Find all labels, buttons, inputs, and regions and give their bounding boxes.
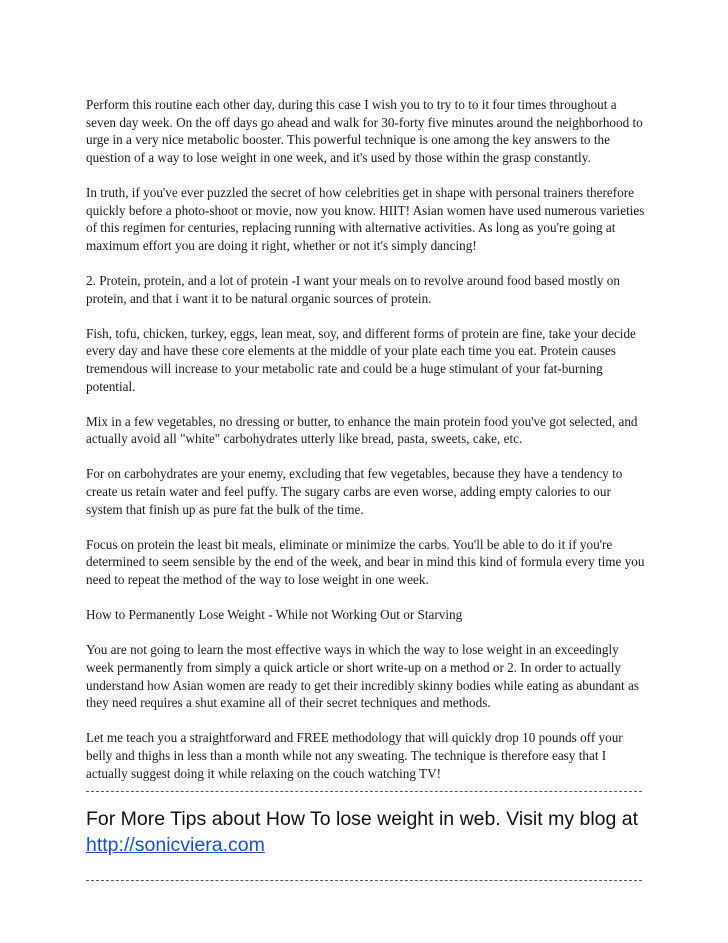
promo-block xyxy=(86,806,666,858)
paragraph-vegetables: Mix in a few vegetables, no dressing or butter, to enhance the main protein food you've got selected, and actually avoid all "white" carbohydrates utterly like bread, pasta, sweets, cake, etc. xyxy=(86,413,638,447)
paragraph-carbohydrates: For on carbohydrates are your enemy, excluding that few vegetables, because they have a tendency to create us retain water and feel puffy. The sugary carbs are even worse, adding empty calories to our system that finish up as pure fat the bulk of the time. xyxy=(86,466,623,517)
dashed-divider-bottom xyxy=(86,880,642,882)
paragraph-celebrities: In truth, if you've ever puzzled the secret of how celebrities get in shape with personal trainers therefore quickly before a photo-shoot or movie, now you know. HIIT! Asian women have used numerous varieties of this regimen for centuries, replacing running with alternative activities. As long as you're going at maximum effort you are doing it right, whether or not it's simply dancing! xyxy=(86,184,645,253)
paragraph-permanent: You are not going to learn the most effective ways in which the way to lose weight in an exceedingly week permanently from simply a quick article or short write-up on a method or 2. In order to actually understand how Asian women are ready to get their incredibly skinny bodies while eating as abundant as they need requires a shut examine all of their secret techniques and methods. xyxy=(86,642,639,711)
paragraph-protein-step: 2. Protein, protein, and a lot of protein -I want your meals on to revolve around food based mostly on protein, and that i want it to be natural organic sources of protein. xyxy=(86,272,620,306)
document-body xyxy=(86,96,646,800)
paragraph-focus: Focus on protein the least bit meals, eliminate or minimize the carbs. You'll be able to do it if you're determined to seem sensible by the end of the week, and bear in mind this kind of formula every time you need to repeat the method of the way to lose weight in one week. xyxy=(86,536,645,588)
dashed-divider-top xyxy=(86,791,642,793)
section-heading: How to Permanently Lose Weight - While not Working Out or Starving xyxy=(86,607,463,623)
paragraph-routine: Perform this routine each other day, during this case I wish you to try to to it four times throughout a seven day week. On the off days go ahead and walk for 30-forty five minutes around the neighborhood to urge in a very nice metabolic booster. This powerful technique is one among the key answers to the question of a way to lose weight in one week, and it's used by those within the grasp constantly. xyxy=(86,97,643,165)
paragraph-methodology: Let me teach you a straightforward and FREE methodology that will quickly drop 10 pounds off your belly and thighs in less than a month while not any sweating. The technique is therefore easy that I actually suggest doing it while relaxing on the couch watching TV! xyxy=(86,730,623,781)
promo-text: For More Tips about How To lose weight in web. Visit my blog at xyxy=(86,808,639,830)
paragraph-protein-sources: Fish, tofu, chicken, turkey, eggs, lean meat, soy, and different forms of protein are fine, take your decide every day and have these core elements at the middle of your plate each time you eat. Protein causes tremendous will increase to your metabolic rate and could be a huge stimulant of your fat-burning potential. xyxy=(86,325,636,394)
blog-link[interactable]: http://sonicviera.com xyxy=(86,834,265,856)
